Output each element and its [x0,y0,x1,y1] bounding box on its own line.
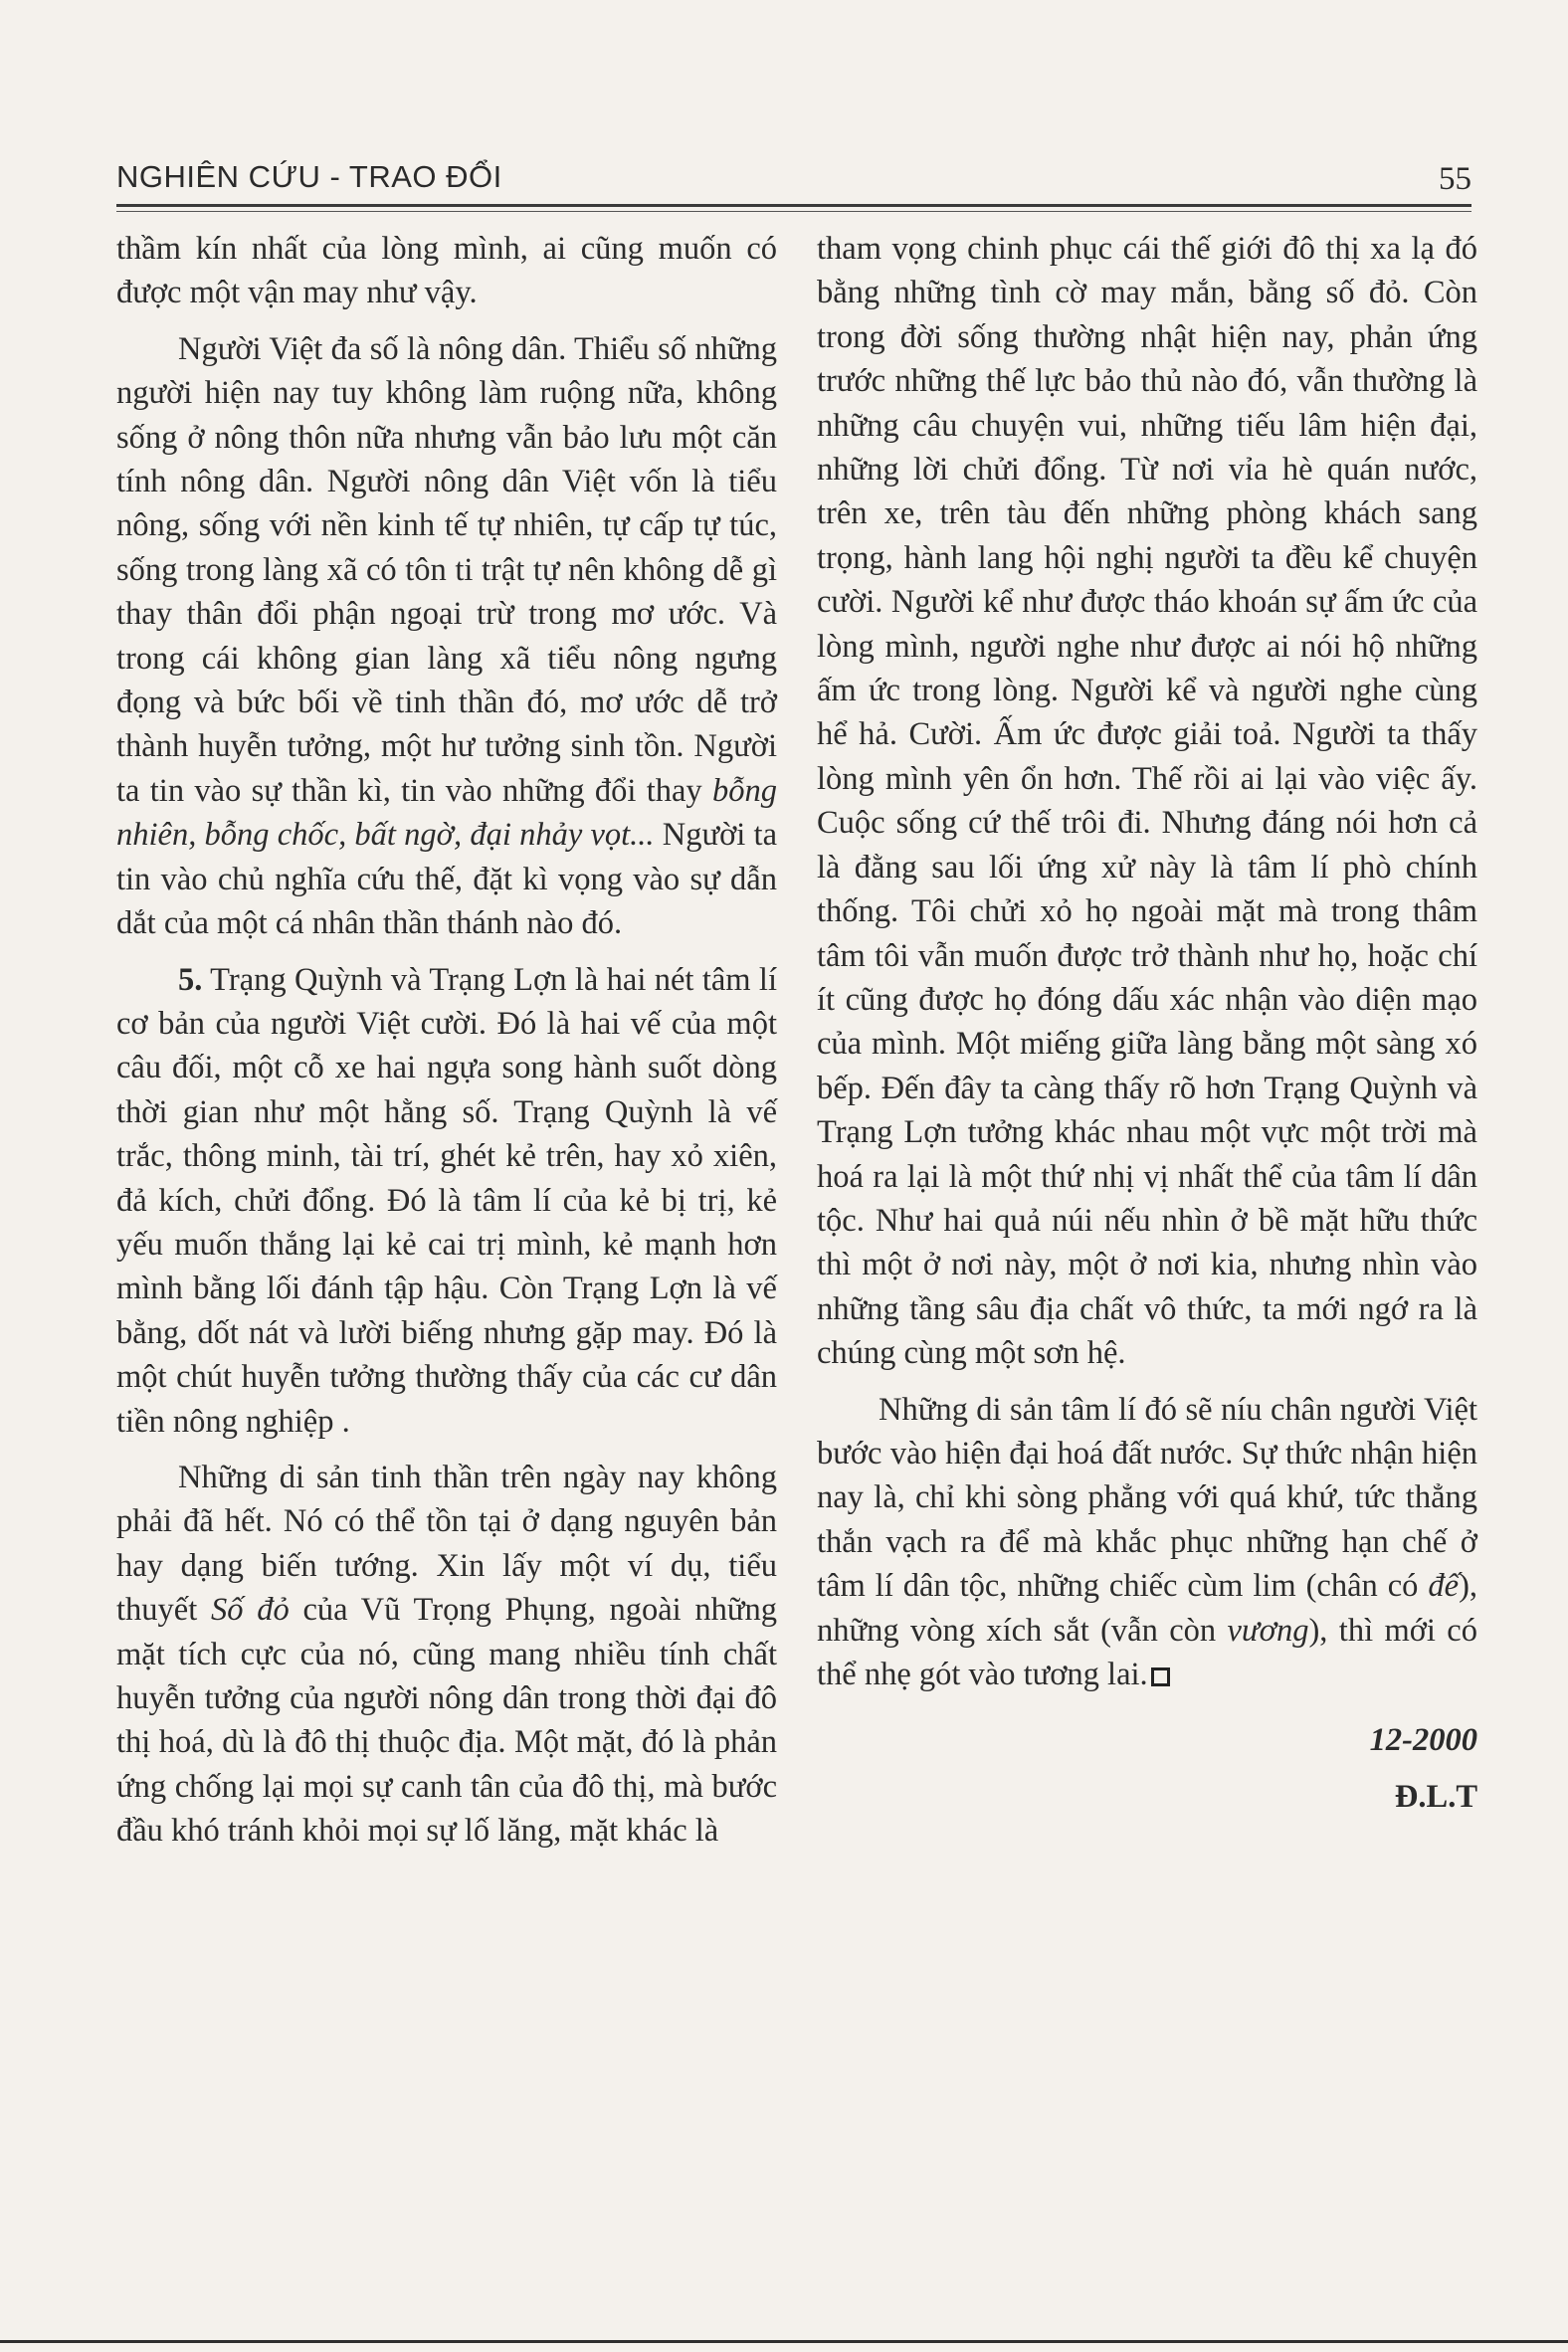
page-bottom-edge [0,2340,1568,2343]
paragraph [116,1456,777,1854]
header-rule-thin [116,211,1471,212]
paragraph-text: Người ta tin vào chủ nghĩa cứu thế, đặt kì vọng vào sự dẫn dắt của một cá nhân thần thánh nào đó. [116,817,777,942]
italic-phrase: bỗng nhiên, bỗng chốc, bất ngờ, đại nhảy vọt... [116,772,777,854]
book-title: Số đỏ [210,1592,290,1629]
paragraph: tham vọng chinh phục cái thế giới đô thị xa lạ đó bằng những tình cờ may mắn, bằng số đỏ. Còn trong đời sống thường nhật hiện nay, phản ứng trước những thế lực bảo thủ nào đó, vẫn thường là những câu chuyện vui, những tiếu lâm hiện đại, những lời chửi đổng. Từ nơi vỉa hè quán nước, trên xe, trên tàu đến những phòng khách sang trọng, hành lang hội nghị người ta đều kể chuyện cười. Người kể như được tháo khoán sự ấm ức của lòng mình, người nghe như được ai nói hộ những ấm ức trong lòng. Người kể và người nghe cùng hể hả. Cười. Ấm ức được giải toả. Người ta thấy lòng mình yên ổn hơn. Thế rồi ai lại vào việc ấy. Cuộc sống cứ thế trôi đi. Nhưng đáng nói hơn cả là đằng sau lối ứng xử này là tâm lí phò chính thống. Tôi chửi xỏ họ ngoài mặt mà trong thâm tâm tôi vẫn muốn được trở thành như họ, hoặc chí ít cũng được họ đóng dấu xác nhận vào diện mạo của mình. Một miếng giữa làng bằng một sàng xó bếp. Đến đây ta càng thấy rõ hơn Trạng Quỳnh và Trạng Lợn tưởng khác nhau một vực một trời mà hoá ra lại là một thứ nhị vị nhất thể của tâm lí dân tộc. Như hai quả núi nếu nhìn ở bề mặt hữu thức thì một ở nơi này, một ở nơi kia, nhưng nhìn vào những tầng sâu địa chất vô thức, ta mới ngớ ra là chúng cùng một sơn hệ. [817,231,1477,1372]
page-number: 55 [1439,161,1471,197]
right-column [817,227,1477,1819]
author-initials: Đ.L.T [1394,1778,1477,1815]
paragraph [817,1388,1477,1697]
article-date: 12-2000 [1369,1722,1477,1759]
italic-word: vương [1227,1612,1309,1649]
section-number: 5. [178,961,203,998]
header-rule [116,204,1471,207]
italic-word: đế [1428,1568,1460,1605]
paragraph-text: Những di sản tâm lí đó sẽ níu chân người Việt bước vào hiện đại hoá đất nước. Sự thức nhận hiện nay là, chỉ khi sòng phẳng với quá khứ, tức thẳng thắn vạch ra để mà khắc phục những hạn chế ở tâm lí dân tộc, những chiếc cùm lim (chân có [817,1391,1477,1605]
paragraph-text: ), thì mới có thể nhẹ gót vào tương lai. [817,1612,1477,1692]
left-column [116,227,777,1854]
paragraph [116,327,777,946]
paragraph-text: Những di sản tinh thần trên ngày nay không phải đã hết. Nó có thể tồn tại ở dạng nguyên bản hay dạng biến tướng. Xin lấy một ví dụ, tiểu thuyết [116,1459,777,1629]
paragraph-text: Người Việt đa số là nông dân. Thiểu số những người hiện nay tuy không làm ruộng nữa, không sống ở nông thôn nữa nhưng vẫn bảo lưu một căn tính nông dân. Người nông dân Việt vốn là tiểu nông, sống với nền kinh tế tự nhiên, tự cấp tự túc, sống trong làng xã có tôn ti trật tự nên không dễ gì thay thân đổi phận ngoại trừ trong mơ ước. Và trong cái không gian làng xã tiểu nông ngưng đọng và bức bối về tinh thần đó, mơ ước dễ trở thành huyễn tưởng, một hư tưởng sinh tồn. Người ta tin vào sự thần kì, tin vào những đổi thay [116,330,777,809]
running-header [116,155,1471,203]
running-title: NGHIÊN CỨU - TRAO ĐỔI [116,159,502,194]
end-mark-icon [1151,1667,1170,1686]
paragraph-text: Trạng Quỳnh và Trạng Lợn là hai nét tâm lí cơ bản của người Việt cười. Đó là hai vế của một câu đối, một cỗ xe hai ngựa song hành suốt dòng thời gian như một hằng số. Trạng Quỳnh là vế trắc, thông minh, tài trí, ghét kẻ trên, hay xỏ xiên, đả kích, chửi đổng. Đó là tâm lí của kẻ bị trị, kẻ yếu muốn thắng lại kẻ cai trị mình, kẻ mạnh hơn mình bằng lối đánh tập hậu. Còn Trạng Lợn là vế bằng, dốt nát và lười biếng nhưng gặp may. Đó là một chút huyễn tưởng thường thấy của các cư dân tiền nông nghiệp . [116,961,777,1440]
paragraph-text: của Vũ Trọng Phụng, ngoài những mặt tích cực của nó, cũng mang nhiều tính chất huyễn tưởng của người nông dân trong thời đại đô thị hoá, dù là đô thị thuộc địa. Một mặt, đó là phản ứng chống lại mọi sự canh tân của đô thị, mà bước đầu khó tránh khỏi mọi sự lố lăng, mặt khác là [116,1592,778,1850]
paragraph-text: ), những vòng xích sắt (vẫn còn [817,1568,1478,1649]
paragraph: thầm kín nhất của lòng mình, ai cũng muốn có được một vận may như vậy. [116,231,777,311]
paragraph [116,958,777,1444]
